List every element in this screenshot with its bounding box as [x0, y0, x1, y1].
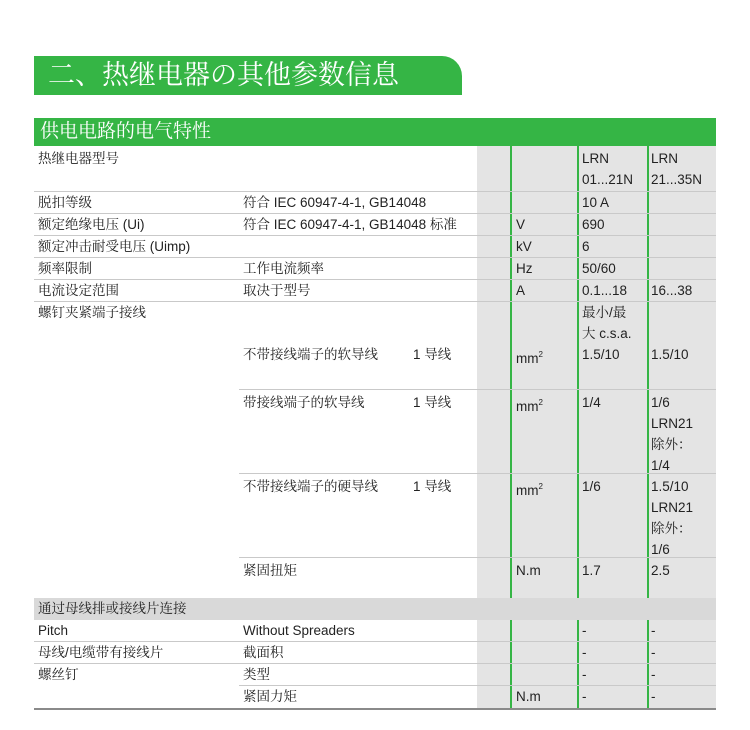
unit-cell: kV [516, 239, 532, 254]
row-desc: 取决于型号 [243, 283, 311, 298]
value-cell: 1.5/10 LRN21 除外： 1/6 [651, 479, 694, 557]
row-desc: 不带接线端子的软导线 [243, 347, 378, 362]
row-label: 脱扣等级 [38, 195, 92, 210]
value-cell: 1.5/10 [582, 347, 620, 362]
unit-cell: V [516, 217, 526, 232]
table-row-range [34, 280, 716, 302]
row-desc: 工作电流频率 [243, 261, 324, 276]
value-cell: 0.1...18 [582, 283, 628, 298]
value-cell: 1/6 LRN21 除外： 1/4 [651, 395, 694, 473]
section-title: 供电电路的电气特性 [34, 118, 716, 146]
row-label: 热继电器型号 [38, 151, 119, 166]
value-cell: 1.5/10 [651, 347, 689, 362]
row-desc: 类型 [243, 667, 270, 682]
row-desc: Without Spreaders [243, 623, 355, 638]
wire-count: 1 导线 [413, 395, 452, 410]
row-desc: 符合 IEC 60947-4-1, GB14048 标准 [243, 217, 457, 232]
value-cell: 50/60 [582, 261, 616, 276]
value-cell: - [582, 667, 587, 682]
busbar-section-header: 通过母线排或接线片连接 [34, 598, 716, 620]
row-desc: 符合 IEC 60947-4-1, GB14048 [243, 195, 427, 210]
value-header: 最小/最 大 c.s.a. [582, 305, 632, 341]
value-cell: - [651, 623, 656, 638]
row-desc: 截面积 [243, 645, 284, 660]
table-row-torque [239, 558, 716, 598]
value-cell: 2.5 [651, 563, 670, 578]
table-row-bolt [34, 664, 716, 686]
table-row-ui [34, 214, 716, 236]
table-row-pitch [34, 620, 716, 642]
value-cell: 690 [582, 217, 605, 232]
table-row-frequency [34, 258, 716, 280]
table-row-trip-class [34, 192, 716, 214]
table-group-screw [34, 302, 716, 598]
unit-cell: N.m [516, 689, 541, 704]
value-cell: - [651, 667, 656, 682]
table-row-solid [239, 474, 716, 558]
unit-cell: A [516, 283, 526, 298]
value-cell: 1.7 [582, 563, 601, 578]
wire-count: 1 导线 [413, 347, 452, 362]
value-cell: LRN 01...21N [582, 151, 634, 187]
row-label: Pitch [38, 623, 69, 638]
table-row-uimp [34, 236, 716, 258]
row-label: 母线/电缆带有接线片 [38, 645, 164, 660]
table-row-model [34, 146, 716, 192]
value-cell: 1/4 [582, 395, 601, 410]
value-cell: 16...38 [651, 283, 693, 298]
unit-cell: $mm^2$ [516, 350, 543, 366]
value-cell: - [651, 689, 656, 704]
row-label: 频率限制 [38, 261, 92, 276]
unit-cell: $mm^2$ [516, 482, 543, 498]
value-cell: - [582, 623, 587, 638]
row-desc: 紧固力矩 [243, 689, 297, 704]
table-row-bolt-torque [34, 686, 716, 710]
table-row-flex-end [239, 390, 716, 474]
value-cell: - [651, 645, 656, 660]
value-cell: 1/6 [582, 479, 601, 494]
row-desc: 紧固扭矩 [243, 563, 297, 578]
value-cell: - [582, 689, 587, 704]
unit-cell: $mm^2$ [516, 398, 543, 414]
row-label: 额定绝缘电压 (Ui) [38, 217, 145, 232]
table-row-flex-no-end [239, 344, 716, 390]
wire-count: 1 导线 [413, 479, 452, 494]
row-desc: 不带接线端子的硬导线 [243, 479, 378, 494]
page-title: 二、热继电器の其他参数信息 [34, 56, 462, 95]
unit-cell: N.m [516, 563, 541, 578]
row-label: 电流设定范围 [38, 283, 119, 298]
value-cell: LRN 21...35N [651, 151, 703, 187]
row-desc: 带接线端子的软导线 [243, 395, 365, 410]
row-label: 螺丝钉 [38, 667, 79, 682]
table-row-busbar [34, 642, 716, 664]
value-cell: 6 [582, 239, 590, 254]
value-cell: - [582, 645, 587, 660]
unit-cell: Hz [516, 261, 533, 276]
row-label: 额定冲击耐受电压 (Uimp) [38, 239, 191, 254]
row-label: 螺钉夹紧端子接线 [38, 305, 146, 320]
value-cell: 10 A [582, 195, 610, 210]
